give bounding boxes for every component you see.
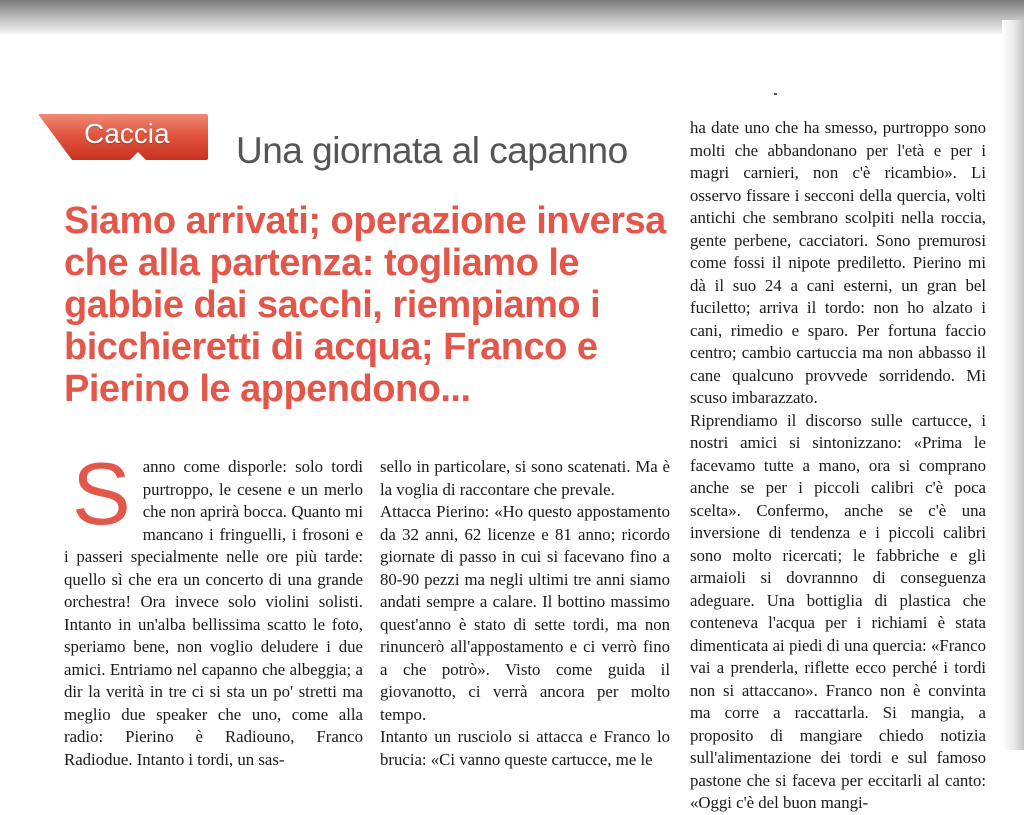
body-column-3 bbox=[690, 117, 986, 812]
article-title: Una giornata al capanno bbox=[236, 130, 628, 171]
body-column-2 bbox=[380, 456, 670, 769]
page-top-shadow bbox=[0, 0, 1024, 34]
print-speck bbox=[774, 93, 777, 95]
paragraph: ha date uno che ha smesso, purtroppo sono molti che abbandonano per l'età e per i magri carnieri, non c'è ricambio». Li osservo fissare i secconi della quercia, volti antichi che sembrano scolpiti nella roccia, gente perbene, cacciatori. Sono premurosi come fossi il nipote prediletto. Pierino mi dà il suo 24 a cani esterni, un gran bel fuciletto; arriva il tordo: non ho alzato i cani, rimedio e sparo. Per fortuna faccio centro; cambio cartuccia ma non abbasso il cane qualcuno provvede sorridendo. Mi scuso imbarazzato. bbox=[690, 118, 986, 407]
paragraph bbox=[64, 444, 363, 771]
paragraph: Riprendiamo il discorso sulle cartucce, i nostri amici si sintonizzano: «Prima le facevamo tutte a mano, ora si comprano anche se per i piccoli calibri c'è poca scelta». Confermo, anche se c'è una inversione di tendenza e i piccoli calibri sono molto ricercati; le fabbriche e gli armaioli si dovrannno di conseguenza adeguare. Una bottiglia di plastica che conteneva l'acqua per i richiami è stata dimenticata ai piedi di una quercia: «Franco vai a prenderla, riflette ecco perché i tordi non si attaccano». Franco non è convinta ma corre a raccattarla. Si mangia, a proposito di mangiare chiedo notizia sull'alimentazione dei tordi e sul famoso pastone che si faceva per eccitarli al canto: «Oggi c'è del buon mangi- bbox=[690, 410, 986, 812]
page-gutter-shadow bbox=[1002, 20, 1024, 750]
section-tag-arrow-icon bbox=[129, 152, 147, 161]
article-subtitle: Siamo arrivati; operazione inversa che alla partenza: togliamo le gabbie dai sacchi, riempiamo i bicchieretti di acqua; Franco e Pierino le appendono... bbox=[64, 200, 666, 410]
section-tag: Caccia bbox=[84, 118, 170, 149]
paragraph: sello in particolare, si sono scatenati. Ma è la voglia di raccontare che prevale. bbox=[380, 457, 670, 499]
drop-cap: S bbox=[72, 444, 131, 543]
body-column-1 bbox=[64, 444, 363, 769]
paragraph-text: anno come disporle: solo tordi purtroppo, le cesene e un merlo che non aprirà bocca. Quanto mi mancano i fringuelli, i frosoni e i passeri specialmente nelle ore più tarde: quello sì che era un concerto di una grande orchestra! Ora invece solo violini solisti. Intanto in un'alba bellissima scatto le foto, speriamo bene, non voglio deludere i due amici. Entriamo nel capanno che albeggia; a dir la verità in tre ci si sta un po' stretti ma meglio due speaker che uno, come alla radio: Pierino è Radiouno, Franco Radiodue. Intanto i tordi, un sas- bbox=[64, 457, 363, 769]
paragraph: Attacca Pierino: «Ho questo appostamento da 32 anni, 62 licenze e 81 anno; ricordo giornate di passo in cui si facevano fino a 80-90 pezzi ma negli ultimi tre anni siamo andati sempre a calare. Il bottino massimo quest'anno è stato di sette tordi, ma non rinuncerò all'appostamento e ci verrò fino a che potrò». Visto come guida il giovanotto, ci verrà ancora per molto tempo. bbox=[380, 502, 670, 724]
paragraph: Intanto un rusciolo si attacca e Franco lo brucia: «Ci vanno queste cartucce, me le bbox=[380, 727, 670, 769]
